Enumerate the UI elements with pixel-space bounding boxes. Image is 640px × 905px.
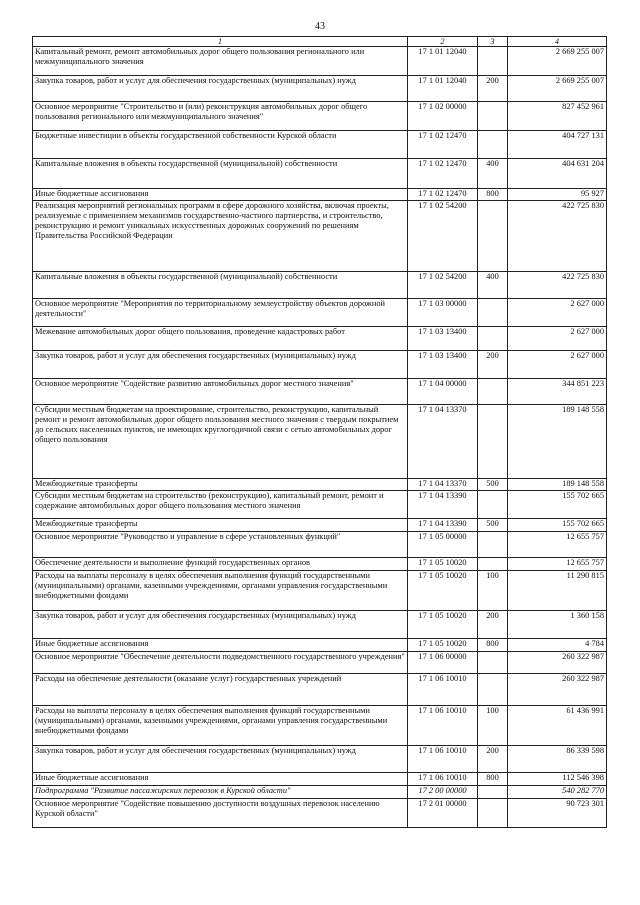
table-row xyxy=(33,159,607,189)
row-name-cell: Межевание автомобильных дорог общего пользования, проведение кадастровых работ xyxy=(33,327,408,351)
row-type-cell: 100 xyxy=(478,706,508,746)
row-sum-cell: 827 452 961 xyxy=(508,102,607,131)
row-sum-cell: 2 669 255 007 xyxy=(508,47,607,76)
row-type-cell xyxy=(478,131,508,159)
header-col-3: 3 xyxy=(478,37,508,47)
row-name-cell: Подпрограмма "Развитие пассажирских перевозок в Курской области" xyxy=(33,786,408,799)
header-col-1: 1 xyxy=(33,37,408,47)
row-type-cell xyxy=(478,327,508,351)
table-row xyxy=(33,299,607,327)
row-sum-cell: 260 322 987 xyxy=(508,674,607,706)
row-code-cell: 17 1 06 10010 xyxy=(408,706,478,746)
row-code-cell: 17 1 05 00000 xyxy=(408,532,478,558)
table-row xyxy=(33,379,607,405)
row-type-cell: 800 xyxy=(478,773,508,786)
row-type-cell xyxy=(478,558,508,571)
row-type-cell: 100 xyxy=(478,571,508,611)
row-code-cell: 17 1 03 13400 xyxy=(408,351,478,379)
row-name-cell: Иные бюджетные ассигнования xyxy=(33,773,408,786)
table-row xyxy=(33,519,607,532)
row-code-cell: 17 1 05 10020 xyxy=(408,639,478,652)
row-type-cell xyxy=(478,299,508,327)
row-code-cell: 17 1 06 00000 xyxy=(408,652,478,674)
row-sum-cell: 189 148 558 xyxy=(508,479,607,491)
row-name-cell: Субсидии местным бюджетам на проектирование, строительство, реконструкцию, капитальный ремонт и ремонт автомобильных дорог общего пользования местного значения с твердым покрытием до сельских населенных пунктов, не имеющих круглогодичной связи с сетью автомобильных дорог общего пользования xyxy=(33,405,408,479)
row-name-cell: Межбюджетные трансферты xyxy=(33,519,408,532)
row-sum-cell: 2 669 255 007 xyxy=(508,76,607,102)
row-code-cell: 17 1 06 10010 xyxy=(408,773,478,786)
row-code-cell: 17 1 02 00000 xyxy=(408,102,478,131)
row-name-cell: Основное мероприятие "Обеспечение деятельности подведомственного государственного учреждения" xyxy=(33,652,408,674)
row-name-cell: Расходы на выплаты персоналу в целях обеспечения выполнения функций государственными (муниципальными) органами, казенными учреждениями, органами управления государственными внебюджетными фондами xyxy=(33,706,408,746)
row-type-cell xyxy=(478,379,508,405)
row-sum-cell: 2 627 000 xyxy=(508,327,607,351)
table-row xyxy=(33,131,607,159)
page-number: 43 xyxy=(315,21,325,32)
row-type-cell xyxy=(478,786,508,799)
row-name-cell: Закупка товаров, работ и услуг для обеспечения государственных (муниципальных) нужд xyxy=(33,746,408,773)
header-col-2: 2 xyxy=(408,37,478,47)
row-name-cell: Закупка товаров, работ и услуг для обеспечения государственных (муниципальных) нужд xyxy=(33,611,408,639)
row-sum-cell: 12 655 757 xyxy=(508,558,607,571)
row-sum-cell: 112 546 398 xyxy=(508,773,607,786)
row-name-cell: Реализация мероприятий региональных программ в сфере дорожного хозяйства, включая проекты, реализуемые с применением механизмов государственно-частного партнерства, и строительство, реконструкцию и ремонт уникальных искусственных дорожных сооружений по решениям Правительства Российской Федерации xyxy=(33,201,408,272)
row-type-cell: 200 xyxy=(478,351,508,379)
row-type-cell xyxy=(478,532,508,558)
row-code-cell: 17 1 05 10020 xyxy=(408,611,478,639)
table-row xyxy=(33,351,607,379)
table-row xyxy=(33,558,607,571)
row-sum-cell: 422 725 830 xyxy=(508,201,607,272)
table-row xyxy=(33,491,607,519)
row-type-cell xyxy=(478,799,508,828)
row-sum-cell: 1 360 158 xyxy=(508,611,607,639)
row-sum-cell: 189 148 558 xyxy=(508,405,607,479)
table-row xyxy=(33,652,607,674)
table-row xyxy=(33,405,607,479)
row-sum-cell: 90 723 301 xyxy=(508,799,607,828)
table-row xyxy=(33,76,607,102)
row-name-cell: Субсидии местным бюджетам на строительство (реконструкцию), капитальный ремонт, ремонт и содержание автомобильных дорог общего пользования местного значения xyxy=(33,491,408,519)
table-row xyxy=(33,746,607,773)
row-type-cell xyxy=(478,47,508,76)
row-name-cell: Иные бюджетные ассигнования xyxy=(33,639,408,652)
table-row xyxy=(33,571,607,611)
row-type-cell xyxy=(478,201,508,272)
table-row xyxy=(33,674,607,706)
row-type-cell: 800 xyxy=(478,639,508,652)
row-type-cell: 400 xyxy=(478,272,508,299)
row-sum-cell: 4 784 xyxy=(508,639,607,652)
row-sum-cell: 2 627 000 xyxy=(508,351,607,379)
row-code-cell: 17 1 04 00000 xyxy=(408,379,478,405)
row-name-cell: Закупка товаров, работ и услуг для обеспечения государственных (муниципальных) нужд xyxy=(33,76,408,102)
row-code-cell: 17 1 02 12470 xyxy=(408,159,478,189)
row-name-cell: Капитальный ремонт, ремонт автомобильных дорог общего пользования регионального или межмуниципального значения xyxy=(33,47,408,76)
row-code-cell: 17 1 04 13370 xyxy=(408,479,478,491)
row-code-cell: 17 1 01 12040 xyxy=(408,47,478,76)
table-row xyxy=(33,327,607,351)
row-code-cell: 17 1 04 13390 xyxy=(408,519,478,532)
row-sum-cell: 344 851 223 xyxy=(508,379,607,405)
row-name-cell: Основное мероприятие "Руководство и управление в сфере установленных функций" xyxy=(33,532,408,558)
table-row xyxy=(33,706,607,746)
row-type-cell xyxy=(478,491,508,519)
row-name-cell: Расходы на обеспечение деятельности (оказание услуг) государственных учреждений xyxy=(33,674,408,706)
table-row xyxy=(33,189,607,201)
table-row xyxy=(33,786,607,799)
row-name-cell: Закупка товаров, работ и услуг для обеспечения государственных (муниципальных) нужд xyxy=(33,351,408,379)
row-name-cell: Капитальные вложения в объекты государственной (муниципальной) собственности xyxy=(33,159,408,189)
table-row xyxy=(33,532,607,558)
row-code-cell: 17 2 01 00000 xyxy=(408,799,478,828)
row-sum-cell: 155 702 665 xyxy=(508,519,607,532)
row-sum-cell: 95 927 xyxy=(508,189,607,201)
row-sum-cell: 11 290 815 xyxy=(508,571,607,611)
table-row xyxy=(33,201,607,272)
row-name-cell: Обеспечение деятельности и выполнение функций государственных органов xyxy=(33,558,408,571)
row-code-cell: 17 1 04 13390 xyxy=(408,491,478,519)
row-sum-cell: 12 655 757 xyxy=(508,532,607,558)
row-code-cell: 17 2 00 00000 xyxy=(408,786,478,799)
row-code-cell: 17 1 01 12040 xyxy=(408,76,478,102)
row-type-cell: 200 xyxy=(478,746,508,773)
row-code-cell: 17 1 03 13400 xyxy=(408,327,478,351)
row-code-cell: 17 1 02 12470 xyxy=(408,131,478,159)
row-code-cell: 17 1 04 13370 xyxy=(408,405,478,479)
row-sum-cell: 404 727 131 xyxy=(508,131,607,159)
row-type-cell: 200 xyxy=(478,76,508,102)
row-type-cell: 400 xyxy=(478,159,508,189)
row-code-cell: 17 1 06 10010 xyxy=(408,746,478,773)
row-sum-cell: 155 702 665 xyxy=(508,491,607,519)
row-sum-cell: 61 436 991 xyxy=(508,706,607,746)
table-row xyxy=(33,479,607,491)
header-col-4: 4 xyxy=(508,37,607,47)
row-sum-cell: 422 725 830 xyxy=(508,272,607,299)
row-type-cell: 500 xyxy=(478,479,508,491)
row-name-cell: Иные бюджетные ассигнования xyxy=(33,189,408,201)
row-type-cell xyxy=(478,652,508,674)
row-type-cell xyxy=(478,102,508,131)
table-row xyxy=(33,773,607,786)
row-name-cell: Межбюджетные трансферты xyxy=(33,479,408,491)
table-row xyxy=(33,102,607,131)
row-code-cell: 17 1 05 10020 xyxy=(408,558,478,571)
table-row xyxy=(33,799,607,828)
row-type-cell: 800 xyxy=(478,189,508,201)
row-sum-cell: 2 627 000 xyxy=(508,299,607,327)
row-type-cell xyxy=(478,674,508,706)
row-name-cell: Расходы на выплаты персоналу в целях обеспечения выполнения функций государственными (муниципальными) органами, казенными учреждениями, органами управления государственными внебюджетными фондами xyxy=(33,571,408,611)
row-code-cell: 17 1 05 10020 xyxy=(408,571,478,611)
row-name-cell: Капитальные вложения в объекты государственной (муниципальной) собственности xyxy=(33,272,408,299)
row-code-cell: 17 1 06 10010 xyxy=(408,674,478,706)
table-row xyxy=(33,639,607,652)
budget-table xyxy=(32,36,607,828)
row-sum-cell: 404 631 204 xyxy=(508,159,607,189)
row-name-cell: Бюджетные инвестиции в объекты государственной собственности Курской области xyxy=(33,131,408,159)
table-row xyxy=(33,272,607,299)
row-name-cell: Основное мероприятие "Строительство и (или) реконструкция автомобильных дорог общего пользования регионального или межмуниципального значения" xyxy=(33,102,408,131)
row-code-cell: 17 1 02 54200 xyxy=(408,272,478,299)
table-row xyxy=(33,47,607,76)
table-row xyxy=(33,611,607,639)
row-code-cell: 17 1 02 54200 xyxy=(408,201,478,272)
row-code-cell: 17 1 02 12470 xyxy=(408,189,478,201)
row-code-cell: 17 1 03 00000 xyxy=(408,299,478,327)
row-name-cell: Основное мероприятие "Содействие повышению доступности воздушных перевозок населению Курской области" xyxy=(33,799,408,828)
row-type-cell xyxy=(478,405,508,479)
row-sum-cell: 86 339 598 xyxy=(508,746,607,773)
row-type-cell: 200 xyxy=(478,611,508,639)
table-header-row xyxy=(33,37,607,47)
row-type-cell: 500 xyxy=(478,519,508,532)
row-name-cell: Основное мероприятие "Содействие развитию автомобильных дорог местного значения" xyxy=(33,379,408,405)
row-name-cell: Основное мероприятие "Мероприятия по территориальному землеустройству объектов дорожной деятельности" xyxy=(33,299,408,327)
row-sum-cell: 260 322 987 xyxy=(508,652,607,674)
row-sum-cell: 540 282 770 xyxy=(508,786,607,799)
